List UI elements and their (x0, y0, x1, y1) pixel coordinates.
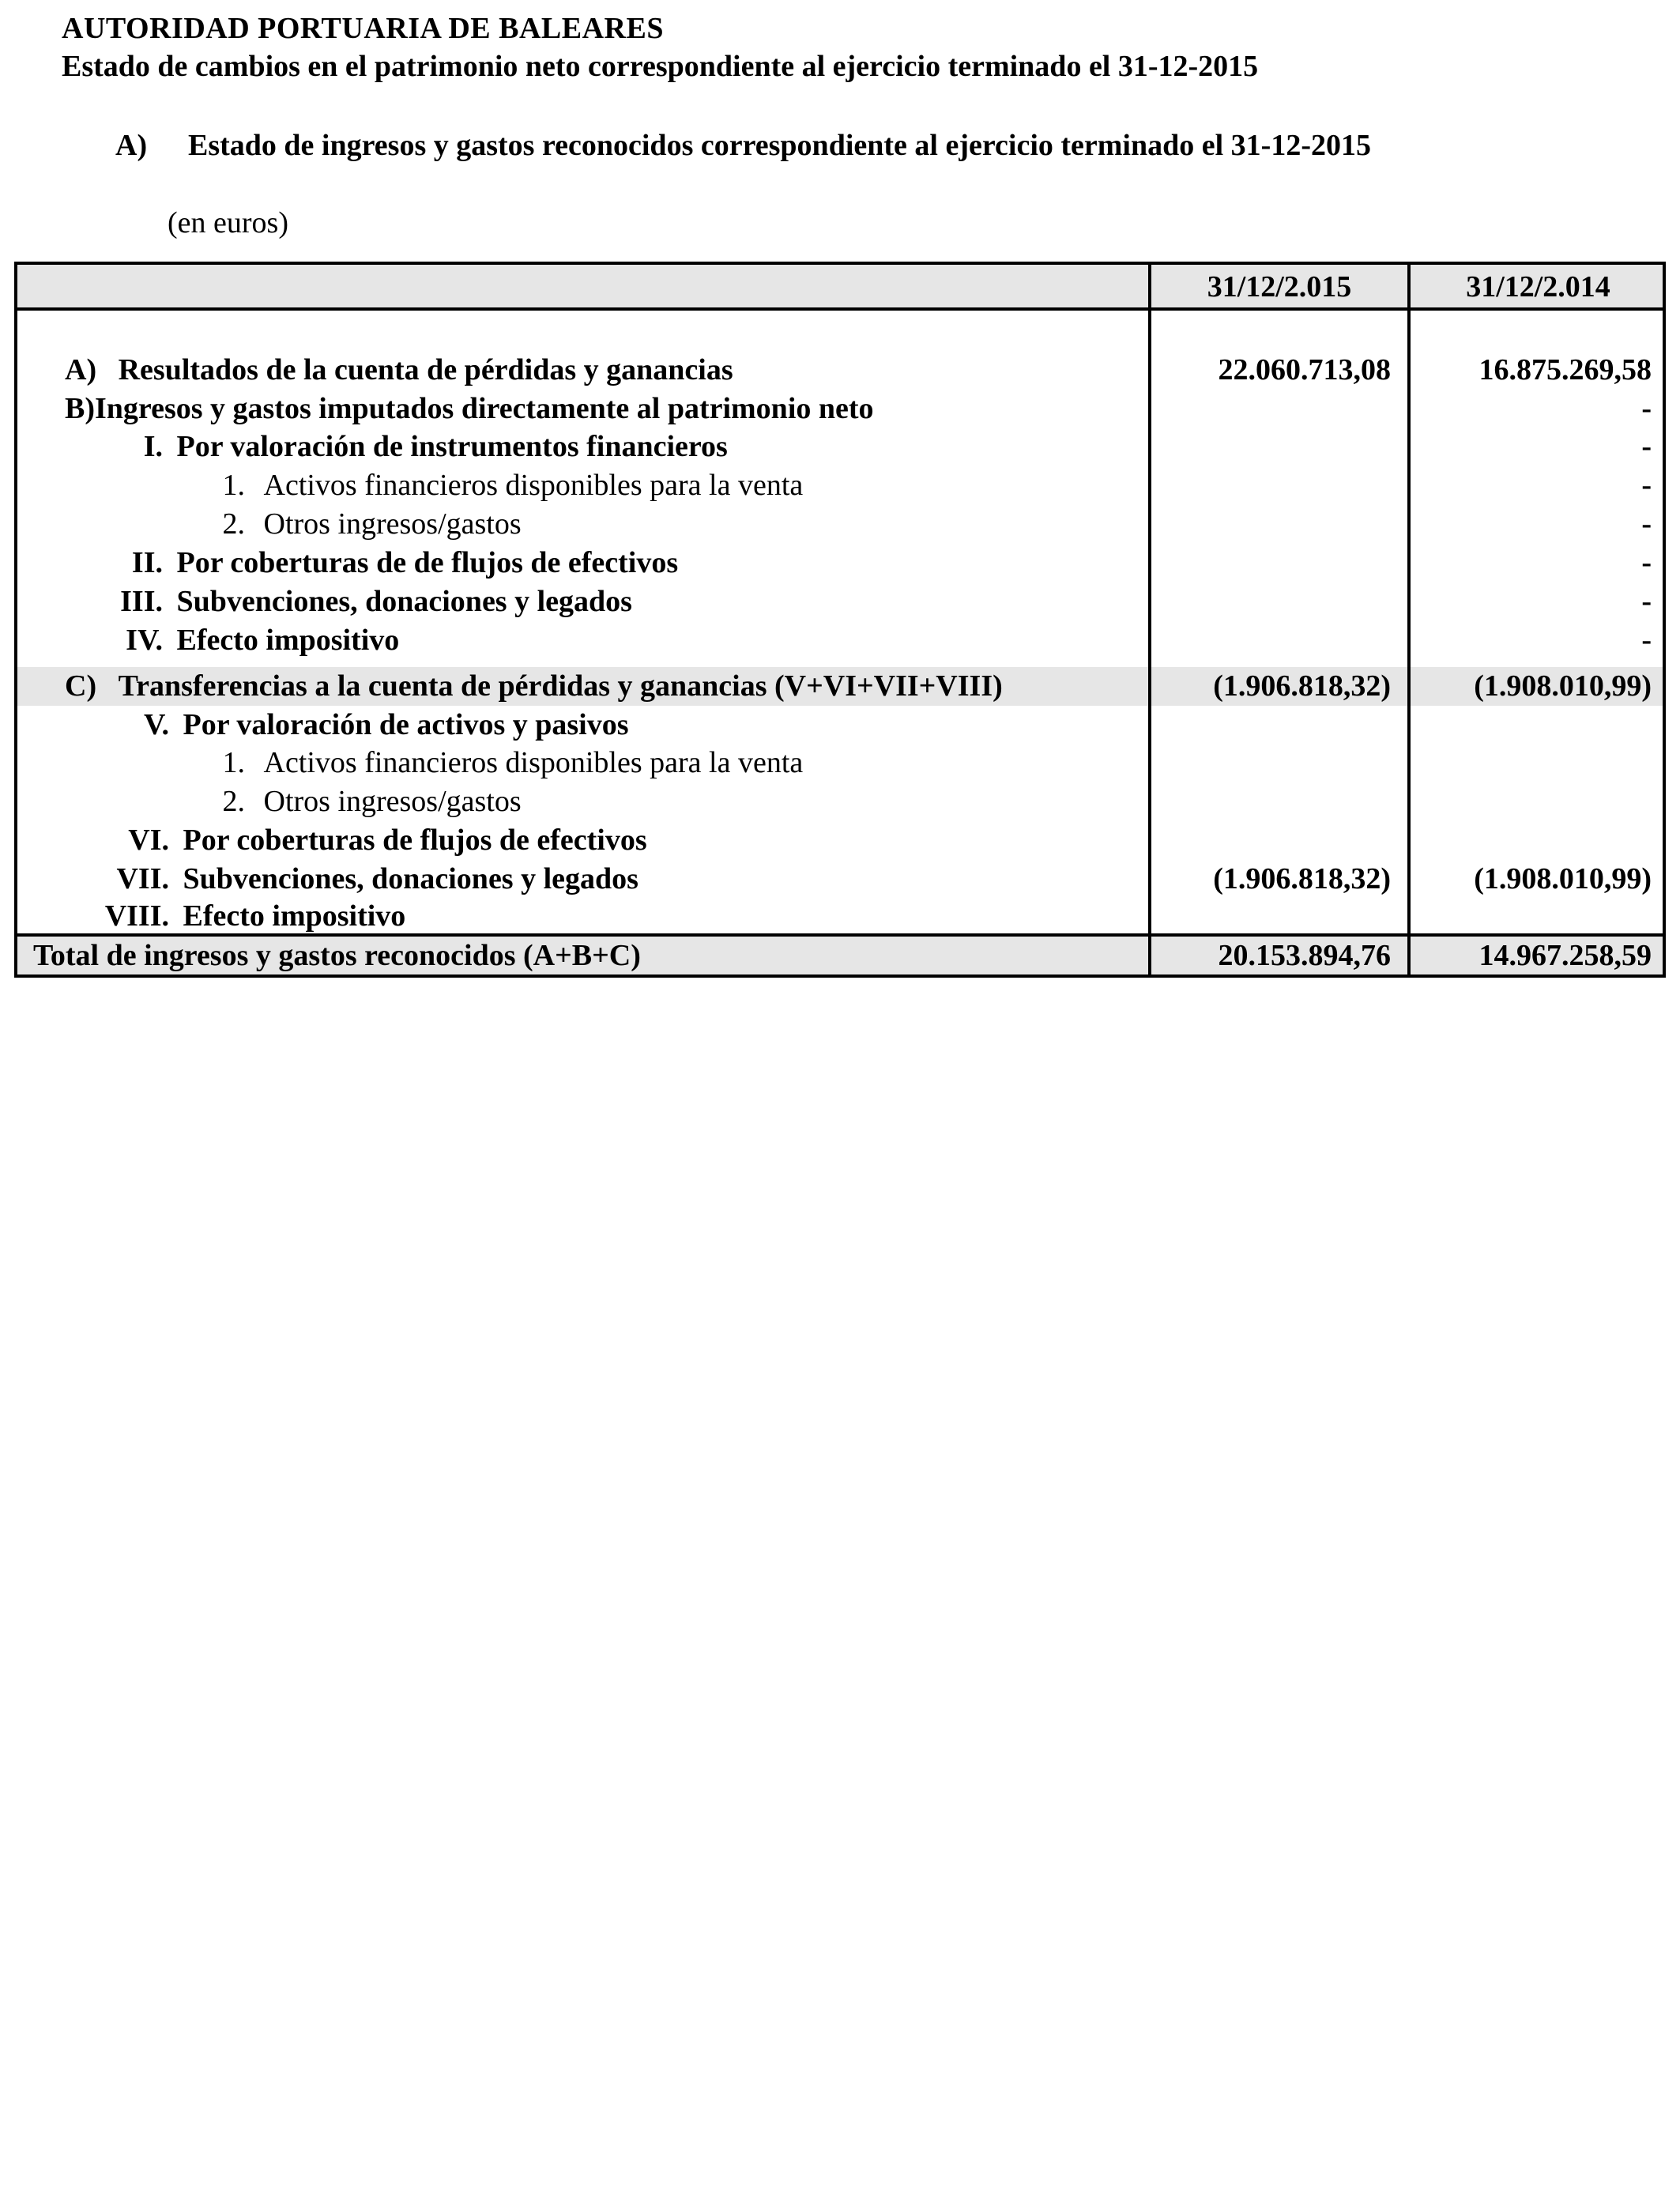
row-label (104, 821, 647, 860)
value-2015 (1152, 505, 1391, 544)
row-text: Subvenciones, donaciones y legados (176, 585, 632, 618)
value-2015 (1152, 544, 1391, 582)
row-text: Efecto impositivo (183, 899, 406, 933)
row-text: Activos financieros disponibles para la venta (263, 746, 804, 779)
row-number: 1. (222, 469, 245, 502)
table-row (17, 706, 1663, 745)
section-title: Estado de ingresos y gastos reconocidos correspondiente al ejercicio terminado el 31-12-2015 (188, 129, 1371, 162)
row-number: A) (65, 353, 97, 386)
row-number: II. (131, 546, 163, 579)
row-number: 2. (222, 785, 245, 818)
row-label (65, 667, 1003, 706)
row-number: IV. (126, 624, 163, 657)
row-label (207, 744, 803, 782)
value-2015 (1152, 744, 1391, 782)
value-2014: - (1641, 392, 1652, 425)
table-row (17, 744, 1663, 782)
row-text: Subvenciones, donaciones y legados (183, 862, 638, 895)
row-label (125, 706, 629, 745)
value-2014: - (1641, 469, 1652, 502)
value-2014: - (1641, 585, 1652, 618)
value-2014: 16.875.269,58 (1478, 353, 1652, 386)
row-label (93, 860, 638, 899)
value-2014: - (1641, 624, 1652, 657)
table-row (17, 582, 1663, 621)
column-header-2014: 31/12/2.014 (1466, 270, 1610, 303)
total-label: Total de ingresos y gastos reconocidos (A+B+C) (33, 939, 641, 972)
row-number: VI. (128, 824, 169, 857)
value-2014: - (1641, 430, 1652, 463)
value-2015 (1152, 821, 1391, 860)
value-2015 (1152, 466, 1391, 505)
section-letter: A) (115, 129, 148, 162)
row-number: 2. (222, 507, 245, 541)
value-2015 (1152, 706, 1391, 745)
total-value-2014: 14.967.258,59 (1478, 939, 1652, 972)
row-number: V. (143, 708, 169, 741)
row-text: Por coberturas de flujos de efectivos (183, 824, 647, 857)
value-2015 (1152, 582, 1391, 621)
row-label (201, 505, 522, 544)
row-label (112, 544, 678, 582)
row-text: Activos financieros disponibles para la venta (263, 469, 804, 502)
row-text: Por coberturas de de flujos de efectivos (176, 546, 679, 579)
table-row (17, 428, 1663, 466)
table-row (17, 466, 1663, 505)
row-text: Otros ingresos/gastos (263, 785, 522, 818)
row-text: Efecto impositivo (176, 624, 400, 657)
table-row (17, 351, 1663, 390)
value-2015: 22.060.713,08 (1218, 353, 1391, 386)
value-2014 (1408, 706, 1652, 745)
table-row (17, 621, 1663, 660)
row-text: Ingresos y gastos imputados directamente al patrimonio neto (95, 392, 874, 425)
row-number: C) (65, 669, 97, 703)
row-number: 1. (222, 746, 245, 779)
units-note: (en euros) (168, 206, 288, 239)
table-row (17, 505, 1663, 544)
row-label (125, 428, 728, 466)
row-label (65, 351, 733, 390)
organization-name: AUTORIDAD PORTUARIA DE BALEARES (62, 12, 664, 45)
value-2014 (1408, 744, 1652, 782)
value-2015: (1.906.818,32) (1213, 669, 1391, 703)
row-text: Por valoración de activos y pasivos (183, 708, 629, 741)
table-row (17, 897, 1663, 936)
value-2014: (1.908.010,99) (1474, 862, 1652, 895)
table-row (17, 544, 1663, 582)
table-row (17, 390, 1663, 428)
column-header-2015: 31/12/2.015 (1207, 270, 1352, 303)
row-text: Por valoración de instrumentos financieros (176, 430, 728, 463)
statement-table (14, 262, 1666, 978)
row-label (65, 390, 874, 428)
total-value-2015: 20.153.894,76 (1218, 939, 1391, 972)
row-label (100, 582, 632, 621)
value-2014: - (1641, 507, 1652, 541)
value-2015 (1152, 782, 1391, 821)
row-text: Transferencias a la cuenta de pérdidas y ganancias (V+VI+VII+VIII) (118, 669, 1003, 703)
value-2014 (1408, 897, 1652, 936)
total-row (17, 937, 1663, 974)
row-number: III. (120, 585, 163, 618)
row-number: B) (65, 392, 95, 425)
value-2014: (1.908.010,99) (1474, 669, 1652, 703)
row-text: Resultados de la cuenta de pérdidas y ganancias (118, 353, 733, 386)
row-label (100, 621, 399, 660)
header-rule (17, 307, 1663, 311)
table-row (17, 667, 1663, 706)
value-2014 (1408, 821, 1652, 860)
value-2015: (1.906.818,32) (1213, 862, 1391, 895)
table-row (17, 860, 1663, 899)
row-number: I. (143, 430, 163, 463)
row-text: Otros ingresos/gastos (263, 507, 522, 541)
table-row (17, 782, 1663, 821)
value-2015 (1152, 390, 1391, 428)
row-label (207, 782, 522, 821)
row-number: VII. (116, 862, 169, 895)
value-2014 (1408, 782, 1652, 821)
value-2014: - (1641, 546, 1652, 579)
row-label (201, 466, 803, 505)
document-subtitle: Estado de cambios en el patrimonio neto correspondiente al ejercicio terminado el 31-12-2015 (62, 50, 1259, 83)
row-number: VIII. (104, 899, 169, 933)
row-label (79, 897, 405, 936)
table-row (17, 821, 1663, 860)
value-2015 (1152, 621, 1391, 660)
value-2015 (1152, 428, 1391, 466)
value-2015 (1152, 897, 1391, 936)
